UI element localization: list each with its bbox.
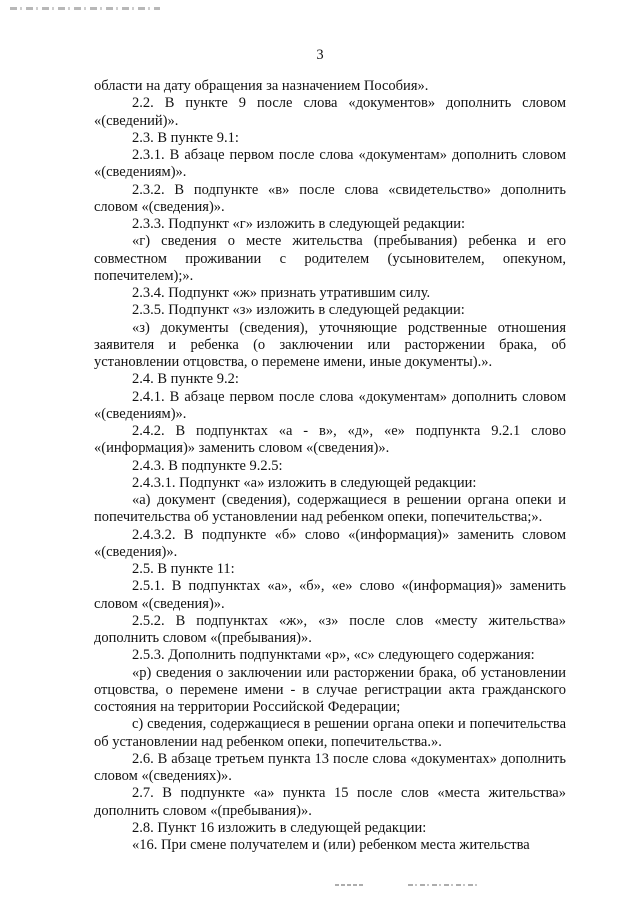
paragraph: 2.4. В пункте 9.2: — [132, 371, 239, 388]
paragraph: 2.3.5. Подпункт «з» изложить в следующей редакции: — [132, 302, 465, 319]
paragraph: «а) документ (сведения), содержащиеся в решении органа опеки и попечительства об установлении над ребенком опеки, попечительства;». — [94, 492, 566, 526]
paragraph: 2.4.2. В подпунктах «а - в», «д», «е» подпункта 9.2.1 слово «(информация)» заменить словом «(сведения)». — [94, 423, 566, 457]
paragraph: области на дату обращения за назначением Пособия». — [94, 78, 429, 94]
document-body — [94, 78, 566, 854]
paragraph: «р) сведения о заключении или расторжении брака, об установлении отцовства, о перемене имени - в случае регистрации акта гражданского состояния на территории Российской Федерации; — [94, 664, 566, 715]
paragraph: 2.5. В пункте 11: — [132, 561, 235, 577]
scan-artifact-bottom — [335, 884, 363, 886]
paragraph: 2.3.3. Подпункт «г» изложить в следующей редакции: — [132, 216, 466, 232]
paragraph: 2.8. Пункт 16 изложить в следующей редакции: — [132, 819, 427, 836]
paragraph: 2.5.3. Дополнить подпунктами «р», «с» следующего содержания: — [132, 647, 535, 664]
paragraph: 2.4.1. В абзаце первом после слова «документам» дополнить словом «(сведениям)». — [94, 388, 566, 422]
paragraph: 2.4.3.2. В подпункте «б» слово «(информация)» заменить словом «(сведения)». — [94, 526, 566, 560]
paragraph: 2.4.3. В подпункте 9.2.5: — [132, 457, 283, 474]
paragraph: 2.6. В абзаце третьем пункта 13 после слова «документах» дополнить словом «(сведениях)». — [94, 750, 566, 784]
paragraph: 2.7. В подпункте «а» пункта 15 после слов «места жительства» дополнить словом «(пребывания)». — [94, 785, 566, 819]
paragraph: 2.3.2. В подпункте «в» после слова «свидетельство» дополнить словом «(сведения)». — [94, 181, 566, 215]
page-number: 3 — [316, 47, 324, 63]
scan-artifact-bottom — [408, 884, 478, 886]
paragraph: 2.4.3.1. Подпункт «а» изложить в следующей редакции: — [132, 474, 477, 491]
scan-artifact-top — [10, 7, 160, 10]
paragraph: 2.2. В пункте 9 после слова «документов» дополнить словом «(сведений)». — [94, 95, 566, 129]
paragraph: 2.3. В пункте 9.1: — [132, 129, 239, 146]
paragraph: 2.3.4. Подпункт «ж» признать утратившим силу. — [132, 285, 431, 301]
paragraph: 2.3.1. В абзаце первом после слова «документам» дополнить словом «(сведениям)». — [94, 147, 566, 181]
paragraph: «г) сведения о месте жительства (пребывания) ребенка и его совместном проживании с родителем (усыновителем, опекуном, попечителем);». — [94, 233, 566, 284]
paragraph: «16. При смене получателем и (или) ребенком места жительства — [132, 837, 530, 853]
paragraph: «з) документы (сведения), уточняющие родственные отношения заявителя и ребенка (о заключении или расторжении брака, об установлении отцовства, о перемене имени, иные документы).». — [94, 319, 566, 370]
paragraph: с) сведения, содержащиеся в решении органа опеки и попечительства об установлении над ребенком опеки, попечительства.». — [94, 716, 566, 750]
paragraph: 2.5.1. В подпунктах «а», «б», «е» слово «(информация)» заменить словом «(сведения)». — [94, 578, 566, 612]
paragraph: 2.5.2. В подпунктах «ж», «з» после слов «месту жительства» дополнить словом «(пребывания)». — [94, 612, 566, 646]
